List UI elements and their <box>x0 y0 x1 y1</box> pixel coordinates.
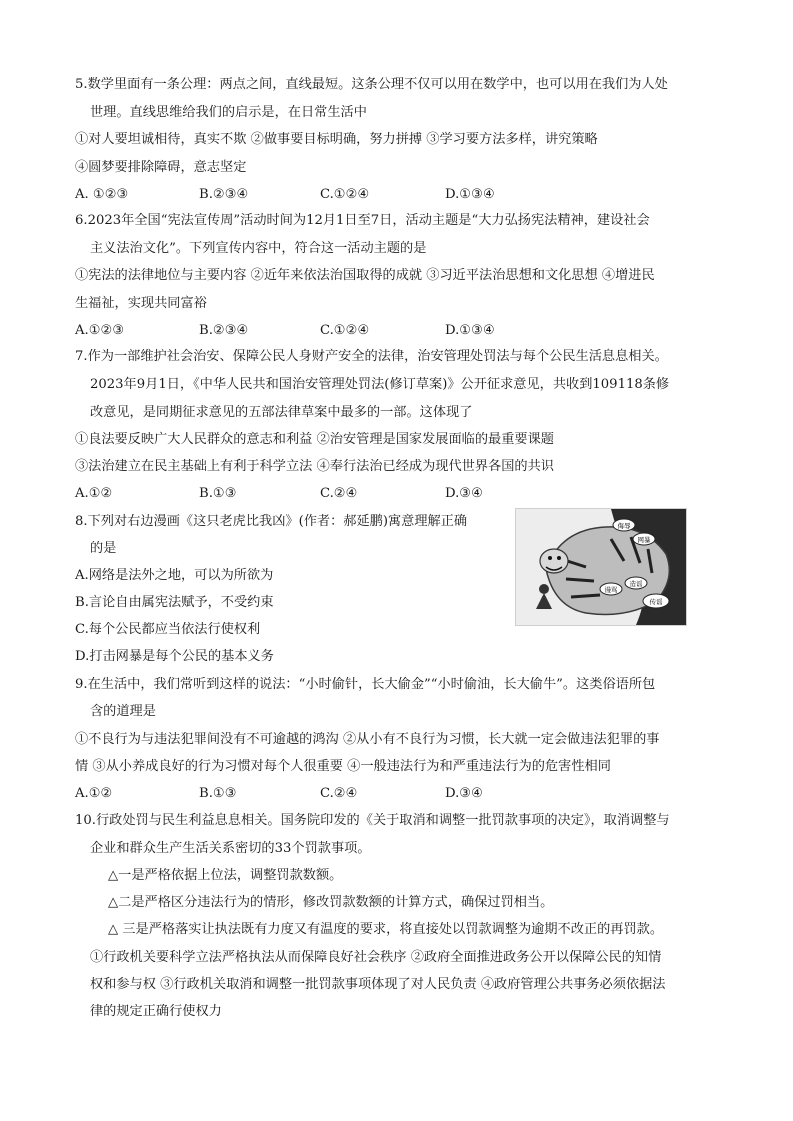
q6-option-d[interactable]: D.①③④ <box>445 323 495 338</box>
q9-item-line: ①不良行为与违法犯罪间没有不可逾越的鸿沟 ②从小有不良行为习惯，长大就一定会做违法犯罪的事 <box>75 732 660 747</box>
q8-stem-line: 8.下列对右边漫画《这只老虎比我凶》(作者：郝延鹏)寓意理解正确 <box>75 514 468 529</box>
cartoon-label: 网暴 <box>637 536 651 544</box>
q7-stem-line: 2023年9月1日，《中华人民共和国治安管理处罚法(修订草案)》公开征求意见，共收到109118条修 <box>90 377 670 392</box>
q10-stem-line: 企业和群众生产生活关系密切的33个罚款事项。 <box>90 841 371 856</box>
q5-item-line: ①对人要坦诚相待，真实不欺 ②做事要目标明确，努力拼搏 ③学习要方法多样，讲究策略 <box>75 132 598 147</box>
q6-option-c[interactable]: C.①②④ <box>320 323 370 338</box>
q8-option-d[interactable]: D.打击网暴是每个公民的基本义务 <box>75 649 274 664</box>
q5-item-line: ④圆梦要排除障碍，意志坚定 <box>75 160 247 175</box>
q9-option-d[interactable]: D.③④ <box>445 786 483 801</box>
q10-item-line: 权和参与权 ③行政机关取消和调整一批罚款事项体现了对人民负责 ④政府管理公共事务必须依据法 <box>90 977 666 992</box>
q9-option-c[interactable]: C.②④ <box>320 786 358 801</box>
q7-option-d[interactable]: D.③④ <box>445 486 483 501</box>
q9-stem-line: 9.在生活中，我们常听到这样的说法：“小时偷针，长大偷金”“小时偷油，长大偷牛”。这类俗语所包 <box>75 677 656 692</box>
q6-stem-line: 6.2023年全国“宪法宣传周”活动时间为12月1日至7日，活动主题是“大力弘扬宪法精神，建设社会 <box>75 213 650 228</box>
q9-options <box>75 785 635 803</box>
cartoon-label: 谩骂 <box>604 586 618 594</box>
q5-option-c[interactable]: C.①②④ <box>320 187 370 202</box>
q7-option-a[interactable]: A.①② <box>75 486 113 501</box>
q5-stem-line: 世理。直线思维给我们的启示是，在日常生活中 <box>90 105 367 120</box>
q7-stem-line: 改意见，是同期征求意见的五部法律草案中最多的一部。这体现了 <box>90 405 473 420</box>
q6-item-line: ①宪法的法律地位与主要内容 ②近年来依法治国取得的成就 ③习近平法治思想和文化思想 ④增进民 <box>75 268 655 283</box>
q6-stem-line: 主义法治文化”。下列宣传内容中，符合这一活动主题的是 <box>90 241 427 256</box>
cartoon-label: 侮辱 <box>617 522 631 530</box>
tiger-cartoon-drawing <box>516 509 686 625</box>
q8-stem-line: 的是 <box>90 541 117 556</box>
q5-option-d[interactable]: D.①③④ <box>445 187 495 202</box>
q7-item-line: ①良法要反映广大人民群众的意志和利益 ②治安管理是国家发展面临的最重要课题 <box>75 432 554 447</box>
q8-option-a[interactable]: A.网络是法外之地，可以为所欲为 <box>75 568 274 583</box>
q5-option-a[interactable]: A. ①②③ <box>75 187 129 202</box>
q10-point-line: △二是严格区分违法行为的情形，修改罚款数额的计算方式，确保过罚相当。 <box>108 895 554 910</box>
tiger-cartoon-image <box>515 508 687 626</box>
cartoon-label: 造谣 <box>629 580 643 588</box>
q7-stem-line: 7.作为一部维护社会治安、保障公民人身财产安全的法律，治安管理处罚法与每个公民生活息息相关。 <box>75 349 668 364</box>
q7-option-b[interactable]: B.①③ <box>199 486 237 501</box>
q6-item-line: 生福祉，实现共同富裕 <box>75 296 207 311</box>
q6-option-b[interactable]: B.②③④ <box>199 323 249 338</box>
q9-option-b[interactable]: B.①③ <box>199 786 237 801</box>
q10-point-line: △ 三是严格落实让执法既有力度又有温度的要求，将直接处以罚款调整为逾期不改正的再罚款。 <box>108 922 664 937</box>
q6-options <box>75 322 635 340</box>
q7-options <box>75 485 635 503</box>
q10-stem-line: 10.行政处罚与民生利益息息相关。国务院印发的《关于取消和调整一批罚款事项的决定》，取消调整与 <box>75 813 670 828</box>
q6-option-a[interactable]: A.①②③ <box>75 323 125 338</box>
q5-stem-line: 5.数学里面有一条公理：两点之间，直线最短。这条公理不仅可以用在数学中，也可以用在我们为人处 <box>75 77 668 92</box>
q5-options <box>75 186 635 204</box>
q10-item-line: 律的规定正确行使权力 <box>90 1004 222 1019</box>
q7-option-c[interactable]: C.②④ <box>320 486 358 501</box>
q7-item-line: ③法治建立在民主基础上有利于科学立法 ④奉行法治已经成为现代世界各国的共识 <box>75 459 554 474</box>
q8-option-c[interactable]: C.每个公民都应当依法行使权利 <box>75 622 261 637</box>
cartoon-label: 传谣 <box>649 598 663 606</box>
q9-option-a[interactable]: A.①② <box>75 786 113 801</box>
q8-option-b[interactable]: B.言论自由属宪法赋予，不受约束 <box>75 595 274 610</box>
q9-stem-line: 含的道理是 <box>90 704 156 719</box>
q10-point-line: △一是严格依据上位法，调整罚款数额。 <box>108 868 343 883</box>
q9-item-line: 情 ③从小养成良好的行为习惯对每个人很重要 ④一般违法行为和严重违法行为的危害性相同 <box>75 759 611 774</box>
q5-option-b[interactable]: B.②③④ <box>199 187 249 202</box>
q10-item-line: ①行政机关要科学立法严格执法从而保障良好社会秩序 ②政府全面推进政务公开以保障公民的知情 <box>90 950 662 965</box>
